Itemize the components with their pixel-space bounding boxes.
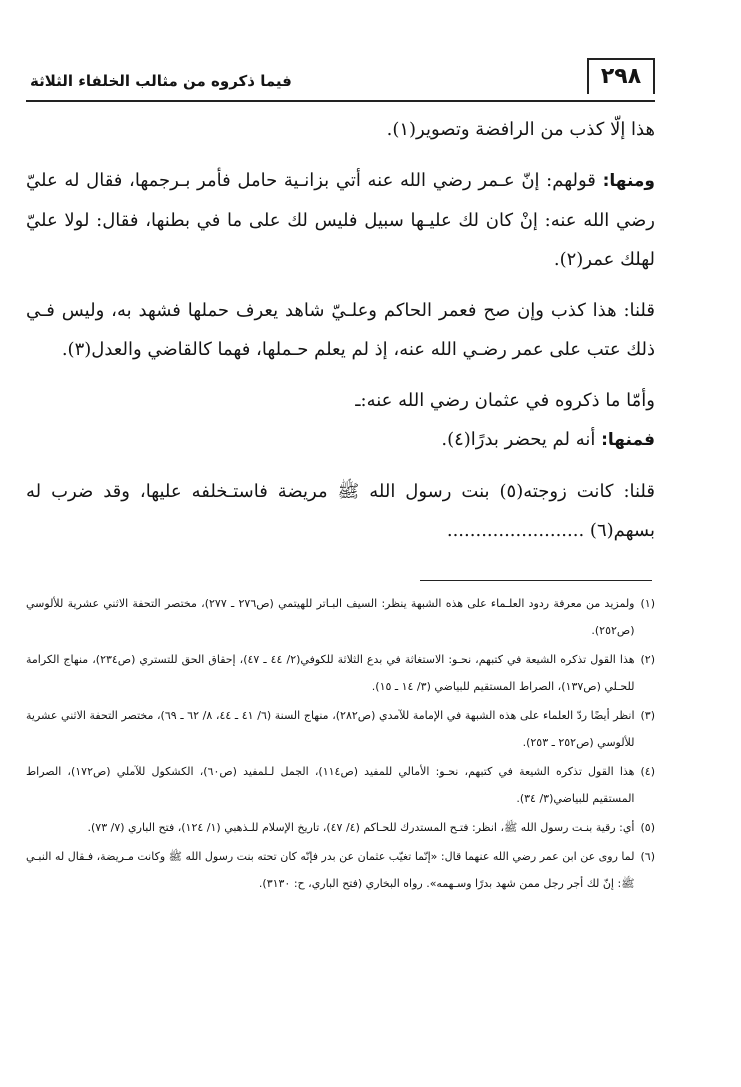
running-title: فيما ذكروه من مثالب الخلفاء الثلاثة: [30, 72, 292, 90]
paragraph-5-lead: فمنها:: [601, 430, 655, 450]
footnote: [26, 843, 655, 897]
footnote: [26, 646, 655, 700]
footnote-text: أي: رقية بنـت رسول الله ﷺ، انظر: فتـح المستدرك للحـاكم (٤/ ٤٧)، تاريخ الإسلام للـذهبي (١/ ١٢٤)، فتح الباري (٧/ ٧٣).: [87, 821, 635, 834]
footnote-text: هذا القول تذكره الشيعة في كتبهم، نحـو: الأمالي للمفيد (ص١١٤)، الجمل لـلمفيد (ص٦٠)، الكشكول للآملي (ص١٧٢)، الصراط المستقيم للبياضي(٣/ ٣٤).: [26, 765, 635, 805]
paragraph-3-text: قلنا: هذا كذب وإن صح فعمر الحاكم وعلـيّ شاهد يعرف حملها فشهد به، وليس فـي ذلك عتب على عمر رضـي الله عنه، إذ لم يعلم حـملها، فهما كالقاضي والعدل(٣).: [26, 300, 655, 360]
footnote-text: لما روى عن ابن عمر رضي الله عنهما قال: «إنّما تغيّب عثمان عن بدر فإنّه كان تحته بنت رسول الله ﷺ وكانت مـريضة، فـقال له النبـي ﷺ: إنّ لك أجر رجل ممن شهد بدرًا وسـهمه». رواه البخاري (فتح الباري، ح: ٣١٣٠).: [26, 850, 635, 890]
paragraph-2-lead: ومنها:: [602, 171, 655, 191]
footnote: [26, 814, 655, 841]
paragraph-4-text: وأمّا ما ذكروه في عثمان رضي الله عنه:ـ: [355, 390, 655, 411]
footnote-number: (٢): [640, 653, 655, 666]
footnote-text: انظر أيضًا ردّ العلماء على هذه الشبهة في الإمامة للآمدي (ص٢٨٢)، منهاج السنة (٦/ ٤١ ـ ٤٤، ٨/ ٦٢ ـ ٦٩)، مختصر التحفة الاثني عشرية للألوسي (ص٢٥٢ ـ ٢٥٣).: [26, 709, 635, 749]
paragraph-6: [26, 472, 655, 550]
paragraph-3: [26, 291, 655, 369]
paragraph-2-text: قولهم: إنّ عـمر رضي الله عنه أتي بزانـية حامل فأمر بـرجمها، فقال له عليّ رضي الله عنه: إنْ كان لك عليـها سبيل فليس لك على ما في بطنها، فقال: لولا عليّ لهلك عمر(٢).: [26, 170, 655, 270]
paragraph-1: [26, 110, 655, 149]
continuation-dots: ........................: [446, 520, 585, 541]
footnote-number: (٤): [640, 765, 655, 778]
footnote: [26, 758, 655, 812]
footnote-number: (١): [640, 597, 655, 610]
paragraph-6-text: قلنا: كانت زوجته(٥) بنت رسول الله ﷺ مريضة فاستـخلفه عليها، وقد ضرب له بسهم(٦): [26, 481, 655, 541]
footnotes: [26, 590, 655, 899]
page-header: [26, 52, 655, 102]
footnote-separator: [420, 580, 652, 581]
paragraph-1-text: هذا إلّا كذب من الرافضة وتصوير(١).: [386, 119, 655, 140]
footnote-number: (٣): [640, 709, 655, 722]
main-text: [26, 110, 655, 550]
footnote-text: ولمزيد من معرفة ردود العلـماء على هذه الشبهة ينظر: السيف البـاتر للهيتمي (ص٢٧٦ ـ ٢٧٧)، مختصر التحفة الاثني عشرية للألوسي (ص٢٥٢).: [26, 597, 635, 637]
paragraph-5-text: أنه لم يحضر بدرًا(٤).: [441, 429, 602, 450]
paragraph-5: [26, 420, 655, 460]
footnote: [26, 702, 655, 756]
footnote-text: هذا القول تذكره الشيعة في كتبهم، نحـو: الاستغاثة في بدع الثلاثة للكوفي(٢/ ٤٤ ـ ٤٧)، إحقاق الحق للتستري (ص٢٣٤)، منهاج الكرامة للحـلي (ص١٣٧)، الصراط المستقيم للبياضي (٣/ ١٤ ـ ١٥).: [26, 653, 635, 693]
footnote: [26, 590, 655, 644]
page-number: ٢٩٨: [587, 58, 655, 94]
paragraph-4: [26, 381, 655, 420]
paragraph-2: [26, 161, 655, 279]
footnote-number: (٦): [640, 850, 655, 863]
footnote-number: (٥): [640, 821, 655, 834]
